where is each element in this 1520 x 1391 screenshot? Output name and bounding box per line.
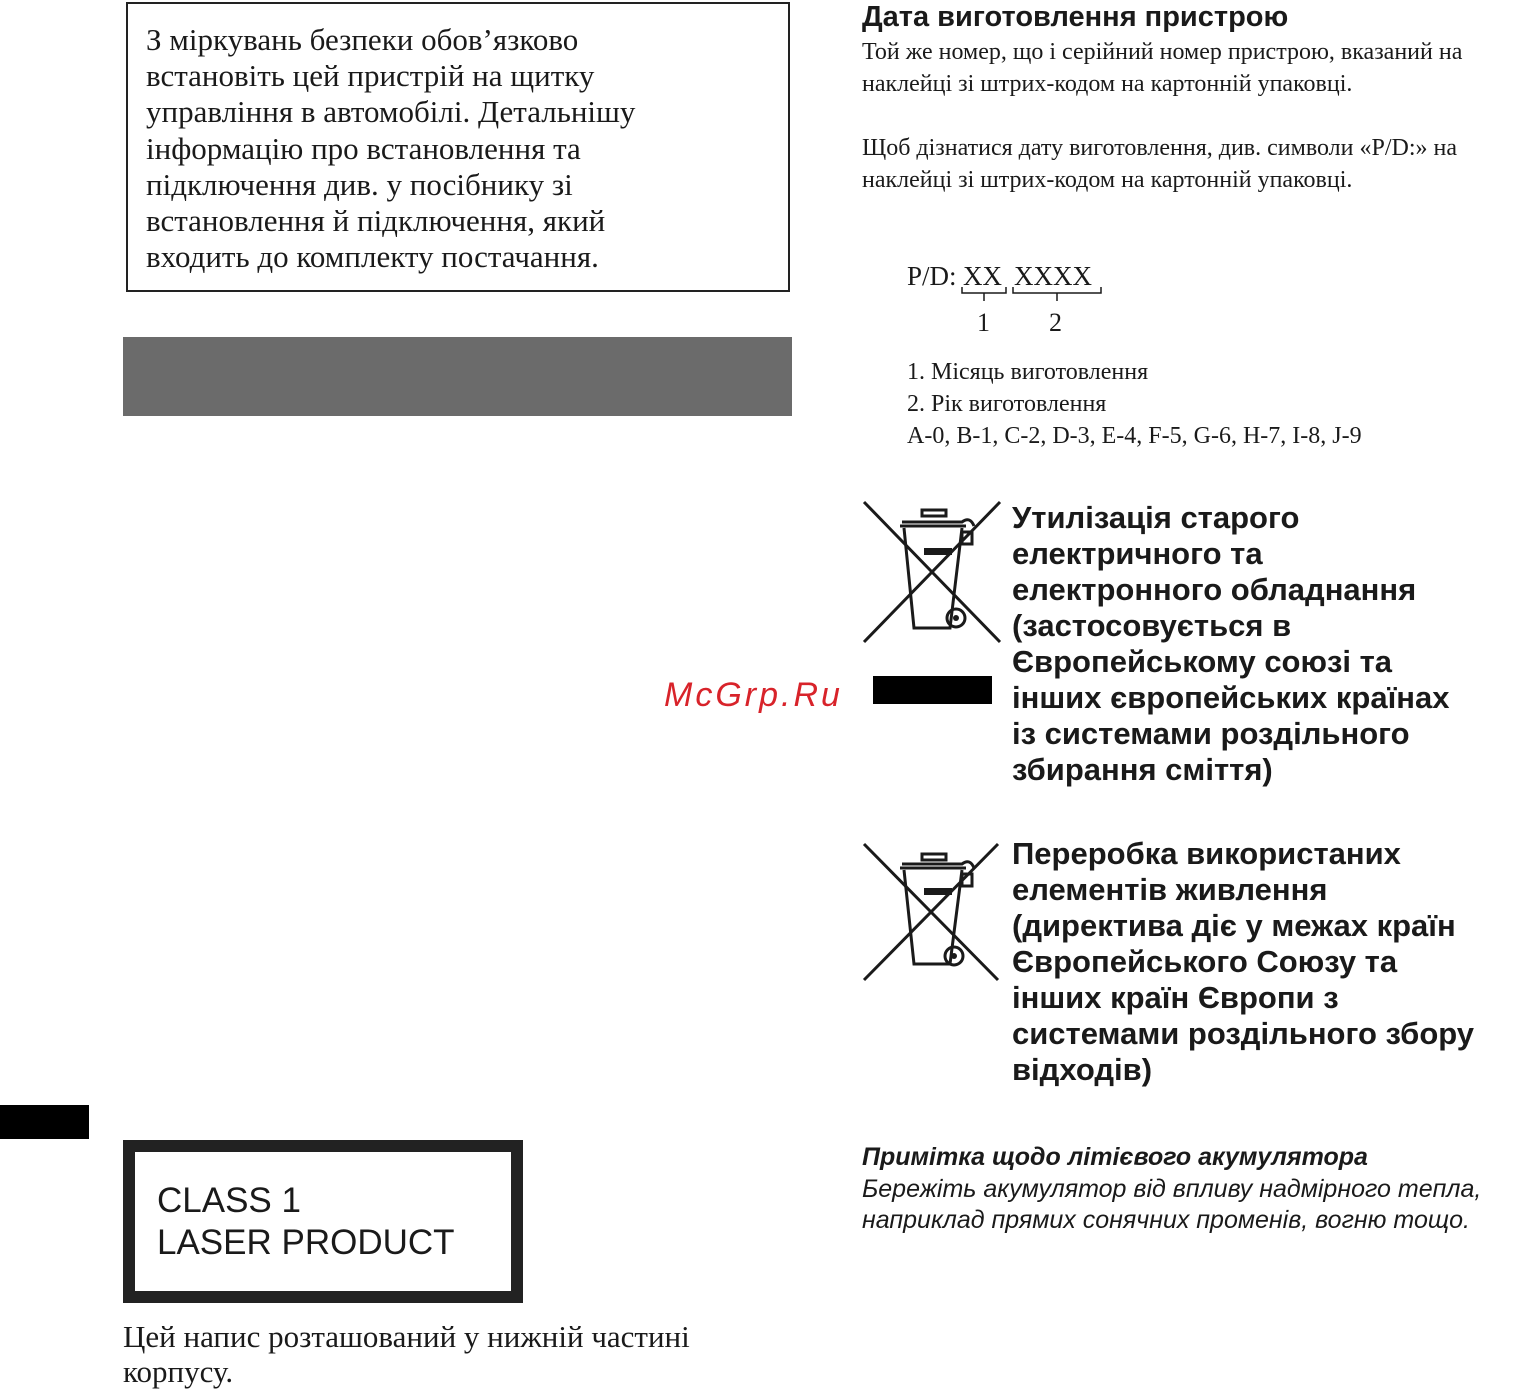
- pd-instruction-paragraph: Щоб дізнатися дату виготовлення, див. символи «P/D:» на наклейці зі штрих-кодом на картонній упаковці.: [862, 135, 1457, 193]
- weee-heading-line: інших європейських країнах: [1012, 680, 1450, 715]
- side-tab-marker: [0, 1105, 89, 1139]
- pd-part1: XX: [963, 261, 1002, 291]
- pd-label-2: 2: [1049, 308, 1062, 337]
- weee-heading-line: електронного обладнання: [1012, 572, 1417, 607]
- pd-legend: [907, 356, 1362, 452]
- battery-heading-line: Європейського Союзу та: [1012, 944, 1398, 979]
- safety-line: підключення див. у посібнику зі: [146, 166, 573, 202]
- manufacture-date-heading: Дата виготовлення пристрою: [862, 1, 1289, 33]
- battery-heading-line: системами роздільного збору: [1012, 1016, 1475, 1051]
- pd-prefix: P/D:: [907, 261, 957, 291]
- battery-heading-line: відходів): [1012, 1052, 1153, 1087]
- lithium-note-title: Примітка щодо літієвого акумулятора: [862, 1143, 1368, 1171]
- watermark: McGrp.Ru: [664, 676, 843, 714]
- legend-year: 2. Рік виготовлення: [907, 391, 1107, 417]
- battery-heading: [1012, 836, 1520, 1088]
- pd-code-diagram: [900, 255, 1120, 345]
- weee-heading-line: із системами роздільного: [1012, 716, 1410, 751]
- weee-heading-line: збирання сміття): [1012, 752, 1273, 787]
- weee-heading-line: Європейському союзі та: [1012, 644, 1393, 679]
- gray-section-bar: [123, 337, 792, 416]
- battery-heading-line: інших країн Європи з: [1012, 980, 1339, 1015]
- battery-heading-line: (директива діє у межах країн: [1012, 908, 1456, 943]
- lithium-note-body: Бережіть акумулятор від впливу надмірного тепла, наприклад прямих сонячних променів, вогню тощо.: [862, 1175, 1482, 1234]
- weee-heading-line: Утилізація старого: [1012, 500, 1300, 535]
- safety-line: З міркувань безпеки обов’язково: [146, 22, 579, 57]
- safety-notice-box: [126, 2, 790, 292]
- safety-line: встановіть цей пристрій на щитку: [146, 58, 595, 94]
- safety-line: входить до комплекту постачання.: [146, 239, 599, 275]
- laser-label-note: Цей напис розташований у нижній частині корпусу.: [123, 1319, 690, 1389]
- laser-class-line: CLASS 1: [157, 1181, 301, 1220]
- pd-part2: XXXX: [1014, 261, 1092, 291]
- safety-line: інформацію про встановлення та: [146, 130, 581, 166]
- laser-product-line: LASER PRODUCT: [157, 1223, 455, 1262]
- weee-black-bar: [873, 676, 992, 704]
- weee-heading: [1012, 500, 1517, 788]
- weee-heading-line: (застосовується в: [1012, 608, 1292, 643]
- legend-month: 1. Місяць виготовлення: [907, 359, 1149, 385]
- crossed-out-wheelie-bin-icon: [862, 840, 1002, 990]
- crossed-out-wheelie-bin-icon: [862, 500, 1002, 650]
- legend-year-codes: A-0, B-1, C-2, D-3, E-4, F-5, G-6, H-7, I-8, J-9: [907, 423, 1362, 449]
- battery-heading-line: елементів живлення: [1012, 872, 1328, 907]
- pd-label-1: 1: [977, 308, 990, 337]
- safety-line: встановлення й підключення, який: [146, 203, 606, 239]
- weee-heading-line: електричного та: [1012, 536, 1263, 571]
- battery-heading-line: Переробка використаних: [1012, 836, 1401, 871]
- serial-number-paragraph: Той же номер, що і серійний номер пристрою, вказаний на наклейці зі штрих-кодом на картонній упаковці.: [862, 39, 1463, 97]
- safety-line: управління в автомобілі. Детальнішу: [146, 94, 636, 130]
- laser-class-label: [123, 1140, 523, 1303]
